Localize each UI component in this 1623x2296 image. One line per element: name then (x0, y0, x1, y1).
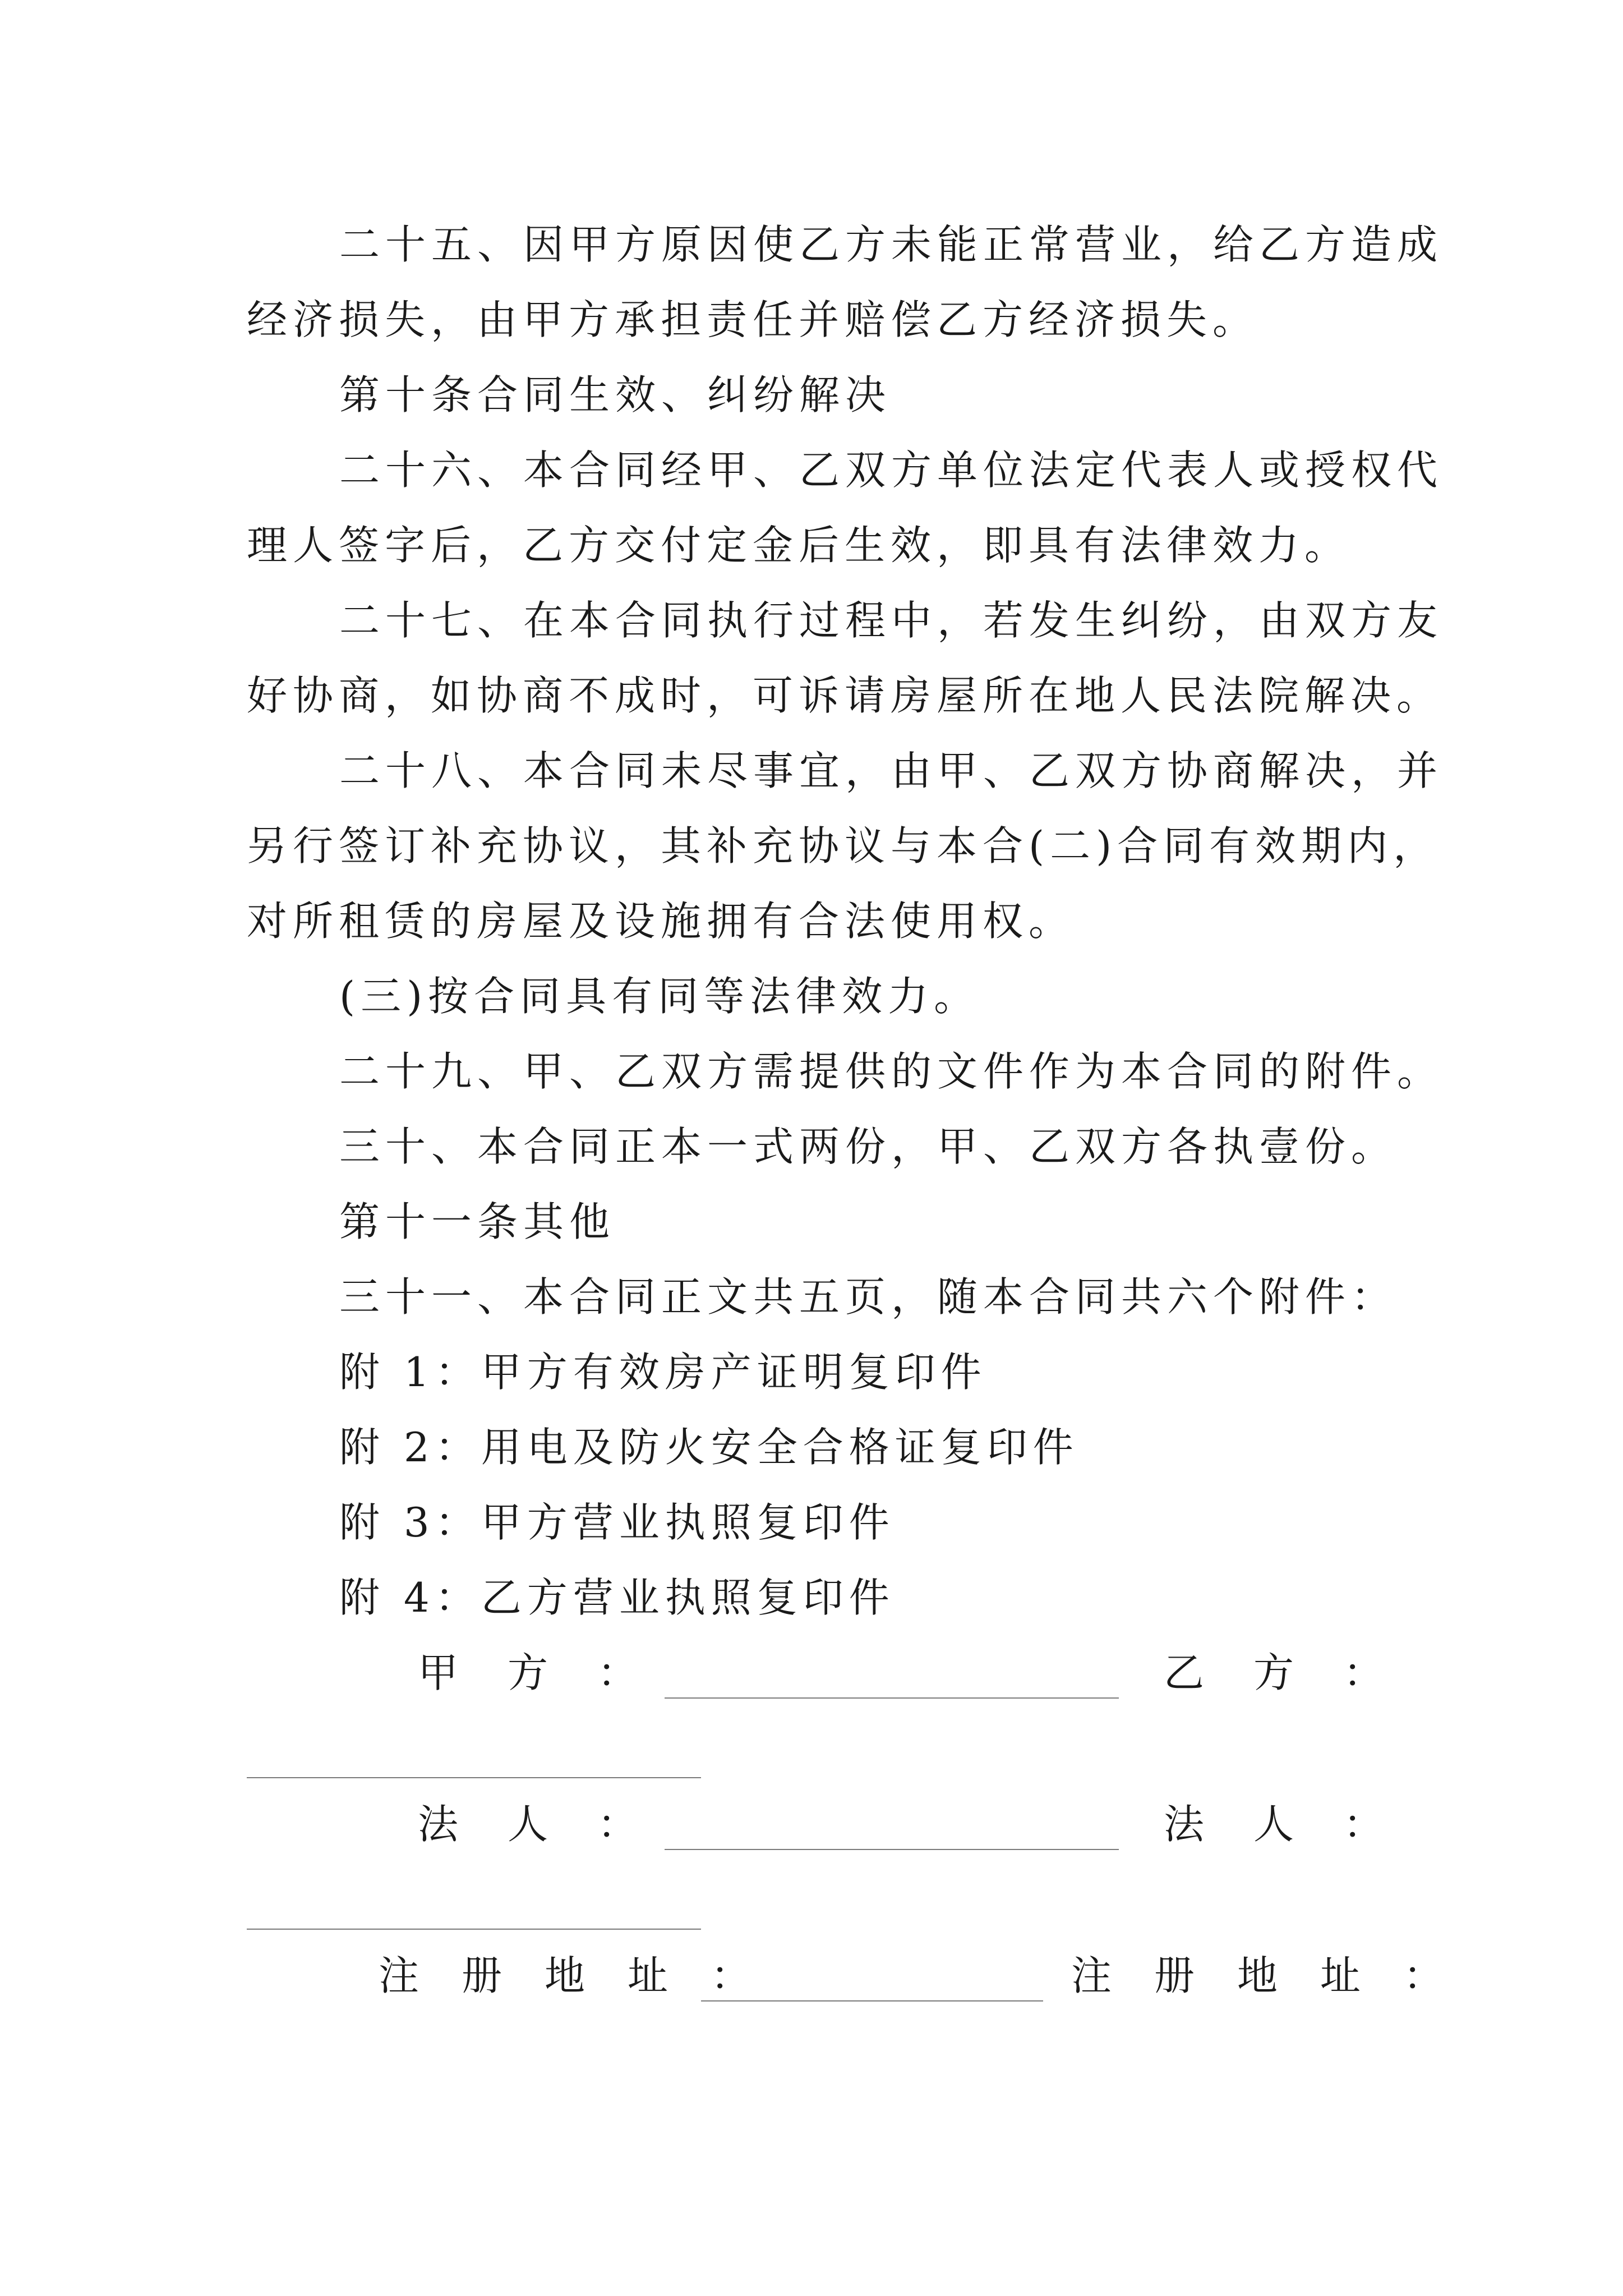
attachment-2: 附 2：用电及防火安全合格证复印件 (339, 1424, 1079, 1471)
addr-a-label: 注 册 地 址 ： (379, 1952, 753, 1999)
clause-28-line-1: 二十八、本合同未尽事宜，由甲、乙双方协商解决，并 (339, 747, 1444, 794)
clause-25-line-2: 经济损失，由甲方承担责任并赔偿乙方经济损失。 (247, 296, 1259, 343)
clause-28-line-3: 对所租赁的房屋及设施拥有合法使用权。 (247, 898, 1075, 945)
legal-b-blank[interactable] (247, 1929, 701, 1930)
party-b-blank[interactable] (247, 1777, 701, 1778)
legal-a-blank[interactable] (665, 1849, 1119, 1850)
clause-28-line-2: 另行签订补充协议，其补充协议与本合(二)合同有效期内， (247, 822, 1440, 869)
addr-b-label: 注 册 地 址 ： (1071, 1952, 1445, 1999)
party-b-label: 乙 方 ： (1164, 1649, 1389, 1696)
legal-b-label: 法 人 ： (1164, 1801, 1389, 1848)
clause-27-line-1: 二十七、在本合同执行过程中，若发生纠纷，由双方友 (339, 597, 1444, 644)
party-a-blank[interactable] (665, 1697, 1119, 1699)
addr-a-blank[interactable] (701, 2000, 1043, 2001)
clause-26-line-1: 二十六、本合同经甲、乙双方单位法定代表人或授权代 (339, 447, 1444, 494)
clause-28-line-4: (三)按合同具有同等法律效力。 (339, 973, 980, 1020)
clause-27-line-2: 好协商，如协商不成时，可诉请房屋所在地人民法院解决。 (247, 672, 1443, 719)
clause-31: 三十一、本合同正文共五页，随本合同共六个附件： (339, 1273, 1398, 1320)
signature-row-party (0, 1646, 1623, 1708)
attachment-4: 附 4：乙方营业执照复印件 (339, 1574, 895, 1621)
attachment-3: 附 3：甲方营业执照复印件 (339, 1499, 895, 1546)
clause-26-line-2: 理人签字后，乙方交付定金后生效，即具有法律效力。 (247, 522, 1351, 569)
clause-30: 三十、本合同正本一式两份，甲、乙双方各执壹份。 (339, 1123, 1398, 1170)
attachment-1: 附 1：甲方有效房产证明复印件 (339, 1349, 987, 1396)
party-a-label: 甲 方 ： (418, 1649, 643, 1696)
clause-25-line-1: 二十五、因甲方原因使乙方未能正常营业，给乙方造成 (339, 221, 1444, 268)
legal-a-label: 法 人 ： (418, 1801, 643, 1848)
clause-29: 二十九、甲、乙双方需提供的文件作为本合同的附件。 (339, 1048, 1444, 1095)
article-10-heading: 第十条合同生效、纠纷解决 (339, 371, 892, 418)
signature-row-legal (0, 1797, 1623, 1859)
article-11-heading: 第十一条其他 (339, 1198, 616, 1245)
signature-row-address (0, 1949, 1623, 2010)
